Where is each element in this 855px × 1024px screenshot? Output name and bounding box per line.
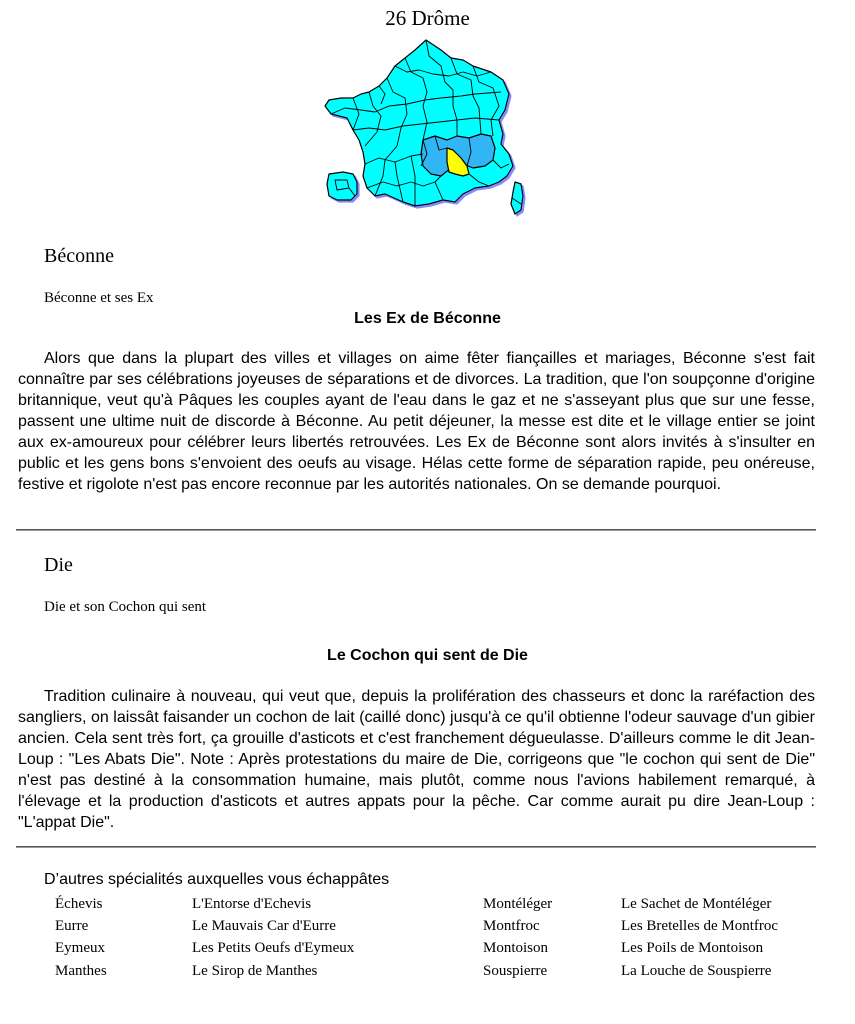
- speciality-name: L'Entorse d'Echevis: [192, 895, 312, 912]
- place-heading-die: Die: [44, 554, 73, 576]
- speciality-name: La Louche de Souspierre: [621, 962, 772, 979]
- place-heading-beconne: Béconne: [44, 245, 114, 267]
- town-name: Montéléger: [483, 895, 553, 912]
- article-title-die: Le Cochon qui sent de Die: [327, 647, 528, 664]
- place-subtitle-beconne: Béconne et ses Ex: [44, 290, 154, 306]
- article-body-die: Tradition culinaire à nouveau, qui veut que, depuis la prolifération des chasseurs et donc la raréfaction des sangliers, on laissât faisander un cochon de lait (caillé donc) jusqu'à ce qu'il obtienne l'odeur sauvage d'un gibier ancien. Cela sent très fort, ça grouille d'asticots et c'est franchement dégueulasse. D'ailleurs comme le dit Jean-Loup : "Les Abats Die". Note : Après protestations du maire de Die, corrigeons que "le cochon qui sent de Die" n'est pas destiné à la consommation humaine, mais plutôt, comme nous l'avions habilement remarqué, à l'élevage et la production d'asticots et autres appats pour la pêche. Car comme aurait pu dire Jean-Loup : "L'appat Die".: [18, 688, 815, 831]
- france-department-map: [323, 36, 533, 220]
- table-row: [55, 938, 821, 960]
- divider: [16, 529, 816, 531]
- divider: [16, 846, 816, 848]
- town-name: Eymeux: [55, 940, 105, 957]
- town-name: Manthes: [55, 962, 107, 979]
- other-specialities-table: [55, 893, 821, 982]
- speciality-name: Les Bretelles de Montfroc: [621, 917, 779, 934]
- article-title-beconne: Les Ex de Béconne: [354, 310, 501, 327]
- table-row: [55, 893, 821, 915]
- department-title: 26 Drôme: [385, 6, 470, 30]
- speciality-name: Le Mauvais Car d'Eurre: [192, 917, 336, 934]
- town-name: Eurre: [55, 917, 89, 934]
- speciality-name: Le Sachet de Montéléger: [621, 895, 772, 912]
- island-left-shape: [327, 172, 357, 200]
- speciality-name: Les Poils de Montoison: [621, 940, 764, 957]
- table-row: [55, 915, 821, 937]
- table-row: [55, 960, 821, 982]
- town-name: Montoison: [483, 940, 549, 957]
- town-name: Souspierre: [483, 962, 548, 979]
- other-specialities-title: D’autres spécialités auxquelles vous échappâtes: [44, 871, 390, 888]
- town-name: Montfroc: [483, 917, 540, 934]
- article-body-beconne: Alors que dans la plupart des villes et villages on aime fêter fiançailles et mariages, Béconne s'est fait connaître par ses célébrations joyeuses de séparations et de divorces. La tradition, que l'on soupçonne d'origine britannique, veut qu'à Pâques les couples ayant de l'eau dans le gaz et ne s'asseyant plus que sur une fesse, passent une ultime nuit de discorde à Béconne. Au petit déjeuner, la messe est dite et le village entier se joint aux ex-amoureux pour célébrer leurs libertés retrouvées. Les Ex de Béconne sont alors invités à s'insulter en public et les gens bons s'envoient des oeufs au visage. Hélas cette forme de séparation rapide, peu onéreuse, festive et rigolote n'est pas encore reconnue par les autorités nationales. On se demande pourquoi.: [18, 350, 815, 493]
- place-subtitle-die: Die et son Cochon qui sent: [44, 599, 207, 615]
- speciality-name: Les Petits Oeufs d'Eymeux: [192, 940, 355, 957]
- speciality-name: Le Sirop de Manthes: [192, 962, 318, 979]
- town-name: Échevis: [55, 895, 103, 912]
